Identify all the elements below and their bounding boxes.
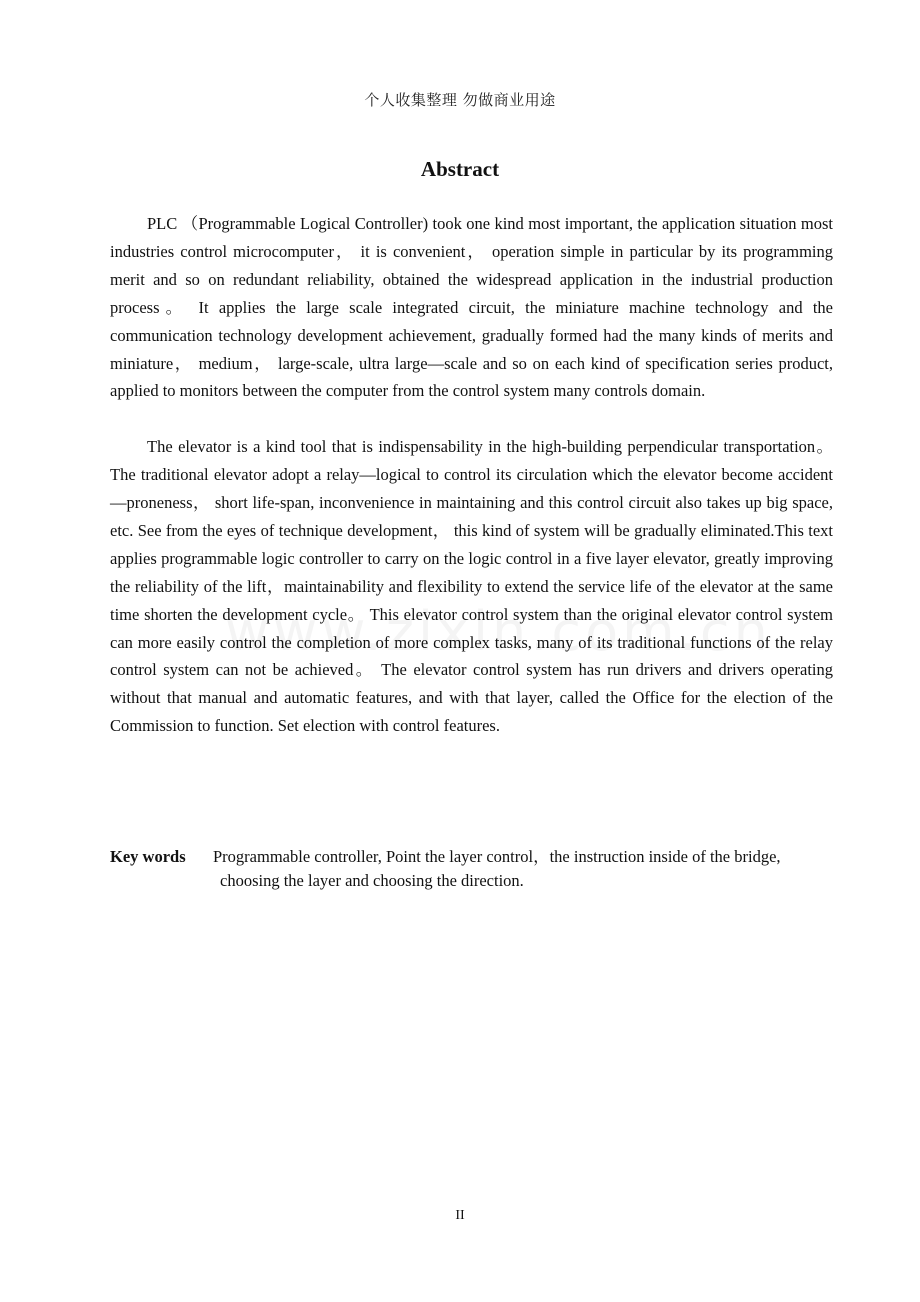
keywords-line-1: Programmable controller, Point the layer control，the instruction inside of the bridge, (213, 847, 781, 866)
keywords-text (213, 845, 848, 893)
keywords-block (110, 845, 850, 893)
abstract-paragraph-2: The elevator is a kind tool that is indispensability in the high-building perpendicular transportation。 The traditional elevator adopt a relay—logical to control its circulation which the elevator become accident—proneness， short life-span, inconvenience in maintaining and this control circuit also takes up big space, etc. See from the eyes of technique development， this kind of system will be gradually eliminated.This text applies programmable logic controller to carry on the logic control in a five layer elevator, greatly improving the reliability of the lift，maintainability and flexibility to extend the service life of the elevator at the same time shorten the development cycle。 This elevator control system than the original elevator control system can more easily control the completion of more complex tasks, many of its traditional functions of the relay control system can not be achieved。 The elevator control system has run drivers and drivers operating without that manual and automatic features, and with that layer, called the Office for the election of the Commission to function. Set election with control features. (110, 437, 833, 736)
keywords-label: Key words (110, 847, 186, 866)
watermark (225, 600, 772, 663)
page-header: 个人收集整理 勿做商业用途 (364, 91, 556, 109)
abstract-paragraph-1: PLC （Programmable Logical Controller) took one kind most important, the application situation most industries control microcomputer， it is convenient， operation simple in particular by its programming merit and so on redundant reliability, obtained the widespread application in the industrial production process。 It applies the large scale integrated circuit, the miniature machine technology and the communication technology development achievement, gradually formed had the many kinds of merits and miniature， medium， large-scale, ultra large—scale and so on each kind of specification series product, applied to monitors between the computer from the control system many controls domain. (110, 214, 833, 401)
page-number: II (455, 1208, 465, 1223)
keywords-line-2: choosing the layer and choosing the direction. (220, 871, 524, 890)
paragraph-spacer (110, 405, 833, 433)
abstract-title: Abstract (420, 157, 500, 181)
